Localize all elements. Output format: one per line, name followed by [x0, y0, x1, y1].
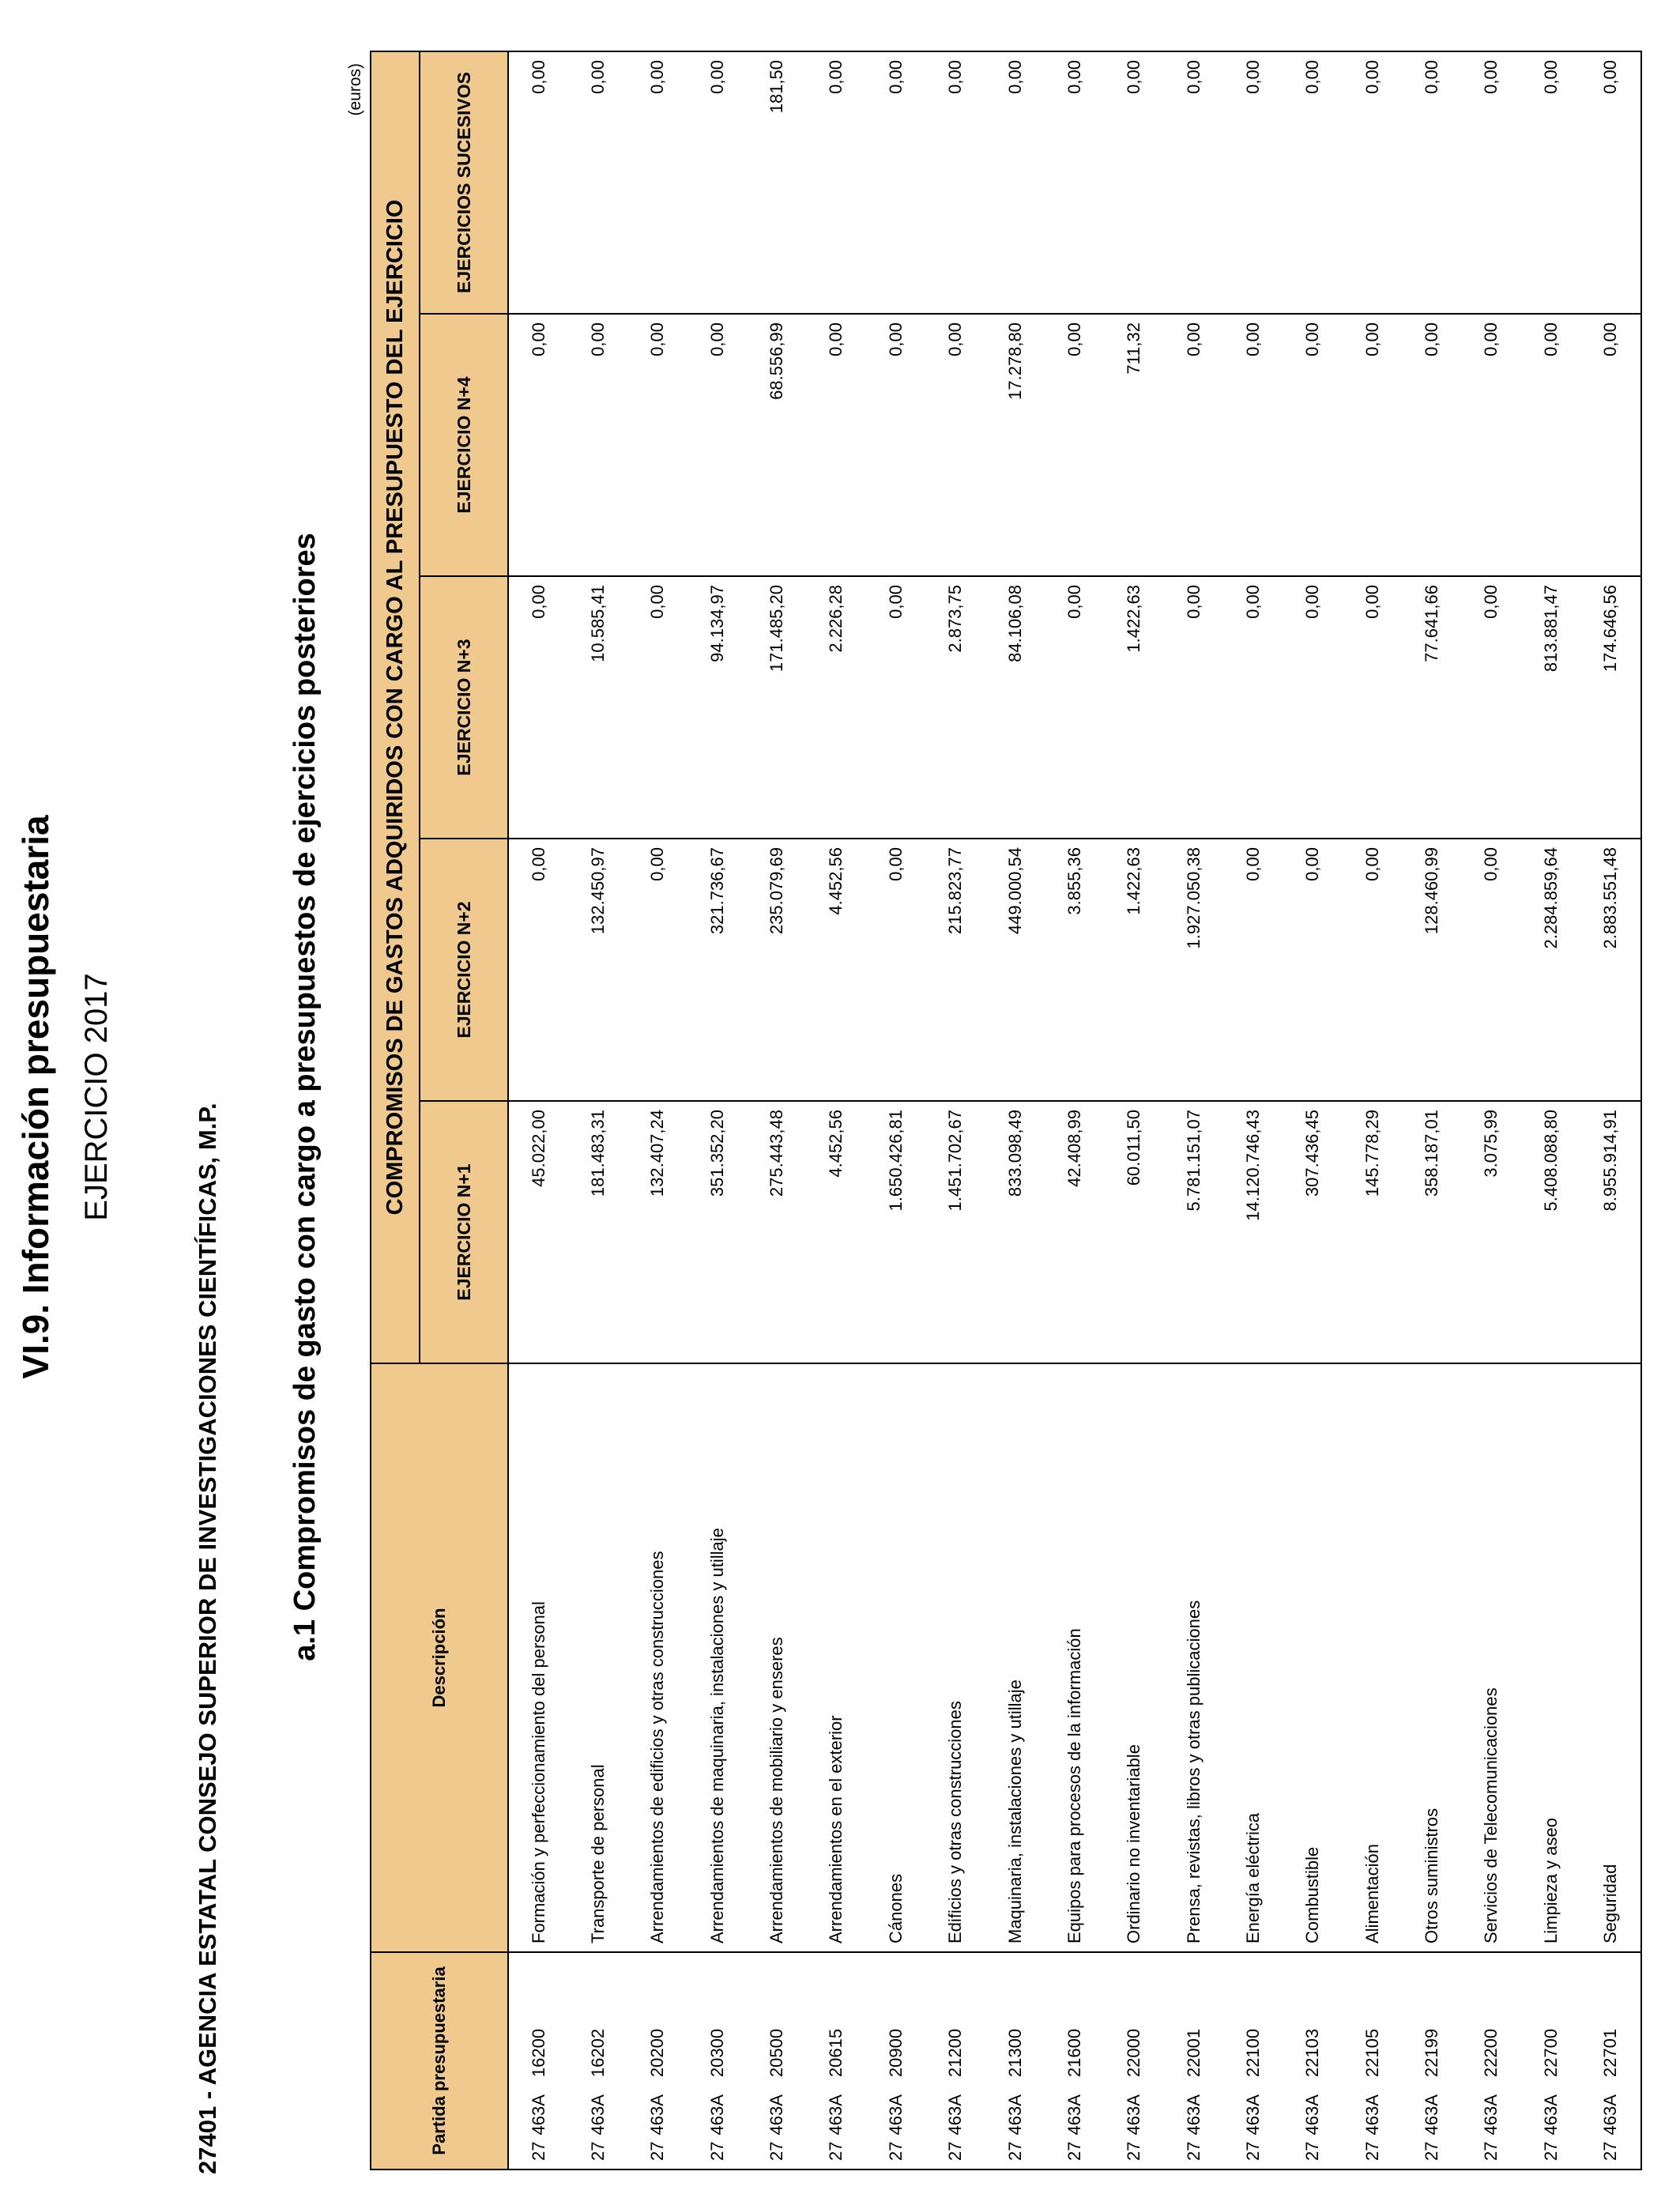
n2-cell: 3.855,36 [1045, 839, 1104, 1101]
seccion-code: 27 [1362, 2141, 1382, 2161]
n1-cell: 8.955.914,91 [1580, 1101, 1641, 1363]
n1-cell: 275.443,48 [747, 1101, 806, 1363]
n1-cell: 132.407,24 [628, 1101, 687, 1363]
n1-cell: 60.011,50 [1105, 1101, 1164, 1363]
n3-cell: 0,00 [1045, 576, 1104, 839]
concepto-code: 22701 [1600, 2028, 1621, 2078]
n2-cell: 235.079,69 [747, 839, 806, 1101]
partida-cell [687, 1952, 747, 2169]
sucesivos-cell: 0,00 [1343, 51, 1402, 314]
n4-cell: 17.278,80 [985, 314, 1045, 576]
programa-code: 463A [1302, 2094, 1323, 2136]
n1-cell: 45.022,00 [508, 1101, 568, 1363]
n3-cell: 2.873,75 [926, 576, 985, 839]
table-row [747, 51, 806, 2169]
n2-cell: 0,00 [1223, 839, 1283, 1101]
n2-cell: 0,00 [1462, 839, 1521, 1101]
seccion-code: 27 [1124, 2141, 1144, 2161]
n2-cell: 2.883.551,48 [1580, 839, 1641, 1101]
seccion-code: 27 [647, 2141, 668, 2161]
n2-cell: 1.927.050,38 [1164, 839, 1223, 1101]
n3-cell: 77.641,66 [1402, 576, 1461, 839]
col-header-n1: EJERCICIO N+1 [420, 1101, 508, 1363]
table-row [568, 51, 627, 2169]
table-row [1521, 51, 1580, 2169]
units-label: (euros) [346, 63, 364, 116]
n3-cell: 84.106,08 [985, 576, 1045, 839]
programa-code: 463A [767, 2094, 787, 2136]
seccion-code: 27 [945, 2141, 966, 2161]
concepto-code: 22199 [1422, 2028, 1442, 2078]
programa-code: 463A [885, 2094, 906, 2136]
col-header-n4: EJERCICIO N+4 [420, 314, 508, 576]
col-header-descripcion: Descripción [371, 1363, 508, 1952]
table-row [807, 51, 866, 2169]
table-row [1105, 51, 1164, 2169]
n1-cell: 1.451.702,67 [926, 1101, 985, 1363]
programa-code: 463A [826, 2094, 846, 2136]
section-heading: a.1 Compromisos de gasto con cargo a presupuestos de ejercicios posteriores [288, 533, 322, 1661]
n4-cell: 0,00 [866, 314, 925, 576]
programa-code: 463A [945, 2094, 966, 2136]
n2-cell: 132.450,97 [568, 839, 627, 1101]
n1-cell: 4.452,56 [807, 1101, 866, 1363]
n3-cell: 0,00 [1283, 576, 1343, 839]
n2-cell: 0,00 [508, 839, 568, 1101]
col-header-n3: EJERCICIO N+3 [420, 576, 508, 839]
descripcion-cell: Arrendamientos de maquinaria, instalaciones y utillaje [687, 1363, 747, 1952]
seccion-code: 27 [1422, 2141, 1442, 2161]
n2-cell: 0,00 [1283, 839, 1343, 1101]
descripcion-cell: Alimentación [1343, 1363, 1402, 1952]
table-row [866, 51, 925, 2169]
partida-cell [747, 1952, 806, 2169]
n4-cell: 0,00 [1402, 314, 1461, 576]
table-row [1283, 51, 1343, 2169]
sucesivos-cell: 0,00 [508, 51, 568, 314]
sucesivos-cell: 0,00 [568, 51, 627, 314]
table-row [687, 51, 747, 2169]
n4-cell: 0,00 [807, 314, 866, 576]
n3-cell: 94.134,97 [687, 576, 747, 839]
concepto-code: 21600 [1064, 2028, 1084, 2078]
table-row [1164, 51, 1223, 2169]
commitments-table [370, 52, 1642, 2170]
partida-cell [1343, 1952, 1402, 2169]
sucesivos-cell: 181,50 [747, 51, 806, 314]
concepto-code: 22200 [1481, 2028, 1501, 2078]
n4-cell: 0,00 [1223, 314, 1283, 576]
programa-code: 463A [647, 2094, 668, 2136]
concepto-code: 16200 [528, 2028, 548, 2078]
programa-code: 463A [1064, 2094, 1084, 2136]
n2-cell: 215.823,77 [926, 839, 985, 1101]
seccion-code: 27 [1004, 2141, 1025, 2161]
seccion-code: 27 [528, 2141, 548, 2161]
concepto-code: 22105 [1362, 2028, 1382, 2078]
concepto-code: 21200 [945, 2028, 966, 2078]
n1-cell: 145.778,29 [1343, 1101, 1402, 1363]
partida-cell [1521, 1952, 1580, 2169]
n1-cell: 5.781.151,07 [1164, 1101, 1223, 1363]
table-row [508, 51, 568, 2169]
n2-cell: 0,00 [628, 839, 687, 1101]
concepto-code: 20300 [706, 2028, 727, 2078]
seccion-code: 27 [826, 2141, 846, 2161]
n3-cell: 174.646,56 [1580, 576, 1641, 839]
group-header: COMPROMISOS DE GASTOS ADQUIRIDOS CON CARGO AL PRESUPUESTO DEL EJERCICIO [371, 51, 420, 1363]
n4-cell: 0,00 [926, 314, 985, 576]
exercise-subtitle: EJERCICIO 2017 [79, 973, 114, 1221]
n4-cell: 0,00 [1521, 314, 1580, 576]
programa-code: 463A [588, 2094, 608, 2136]
programa-code: 463A [706, 2094, 727, 2136]
n1-cell: 351.352,20 [687, 1101, 747, 1363]
programa-code: 463A [1422, 2094, 1442, 2136]
programa-code: 463A [1243, 2094, 1263, 2136]
seccion-code: 27 [706, 2141, 727, 2161]
descripcion-cell: Maquinaria, instalaciones y utillaje [985, 1363, 1045, 1952]
n1-cell: 307.436,45 [1283, 1101, 1343, 1363]
sucesivos-cell: 0,00 [1462, 51, 1521, 314]
table-body [508, 51, 1641, 2169]
n2-cell: 449.000,54 [985, 839, 1045, 1101]
n4-cell: 0,00 [1045, 314, 1104, 576]
sucesivos-cell: 0,00 [687, 51, 747, 314]
n1-cell: 14.120.746,43 [1223, 1101, 1283, 1363]
seccion-code: 27 [767, 2141, 787, 2161]
col-header-n2: EJERCICIO N+2 [420, 839, 508, 1101]
sucesivos-cell: 0,00 [1283, 51, 1343, 314]
n2-cell: 0,00 [1343, 839, 1402, 1101]
descripcion-cell: Transporte de personal [568, 1363, 627, 1952]
programa-code: 463A [1183, 2094, 1203, 2136]
organization-heading: 27401 - AGENCIA ESTATAL CONSEJO SUPERIOR DE INVESTIGACIONES CIENTÍFICAS, M.P. [194, 1103, 221, 2174]
n3-cell: 0,00 [866, 576, 925, 839]
descripcion-cell: Servicios de Telecomunicaciones [1462, 1363, 1521, 1952]
n4-cell: 711,32 [1105, 314, 1164, 576]
n4-cell: 0,00 [1580, 314, 1641, 576]
seccion-code: 27 [1064, 2141, 1084, 2161]
descripcion-cell: Edificios y otras construcciones [926, 1363, 985, 1952]
n1-cell: 5.408.088,80 [1521, 1101, 1580, 1363]
sucesivos-cell: 0,00 [1402, 51, 1461, 314]
concepto-code: 20500 [767, 2028, 787, 2078]
n1-cell: 833.098,49 [985, 1101, 1045, 1363]
descripcion-cell: Arrendamientos en el exterior [807, 1363, 866, 1952]
descripcion-cell: Formación y perfeccionamiento del personal [508, 1363, 568, 1952]
partida-cell [628, 1952, 687, 2169]
partida-cell [1223, 1952, 1283, 2169]
programa-code: 463A [1004, 2094, 1025, 2136]
n3-cell: 171.485,20 [747, 576, 806, 839]
seccion-code: 27 [1481, 2141, 1501, 2161]
descripcion-cell: Seguridad [1580, 1363, 1641, 1952]
sucesivos-cell: 0,00 [628, 51, 687, 314]
sucesivos-cell: 0,00 [985, 51, 1045, 314]
table-row [926, 51, 985, 2169]
sucesivos-cell: 0,00 [1521, 51, 1580, 314]
descripcion-cell: Arrendamientos de edificios y otras construcciones [628, 1363, 687, 1952]
programa-code: 463A [1481, 2094, 1501, 2136]
partida-cell [1462, 1952, 1521, 2169]
sucesivos-cell: 0,00 [1580, 51, 1641, 314]
n3-cell: 10.585,41 [568, 576, 627, 839]
n4-cell: 0,00 [1283, 314, 1343, 576]
partida-cell [1402, 1952, 1461, 2169]
n3-cell: 0,00 [508, 576, 568, 839]
programa-code: 463A [1124, 2094, 1144, 2136]
partida-cell [508, 1952, 568, 2169]
concepto-code: 22103 [1302, 2028, 1323, 2078]
sucesivos-cell: 0,00 [926, 51, 985, 314]
n4-cell: 0,00 [508, 314, 568, 576]
descripcion-cell: Combustible [1283, 1363, 1343, 1952]
n3-cell: 0,00 [628, 576, 687, 839]
seccion-code: 27 [1600, 2141, 1621, 2161]
sucesivos-cell: 0,00 [807, 51, 866, 314]
partida-cell [807, 1952, 866, 2169]
concepto-code: 22700 [1540, 2028, 1561, 2078]
table-row [1045, 51, 1104, 2169]
partida-cell [866, 1952, 925, 2169]
partida-cell [1105, 1952, 1164, 2169]
table-row [1223, 51, 1283, 2169]
programa-code: 463A [1600, 2094, 1621, 2136]
concepto-code: 22000 [1124, 2028, 1144, 2078]
n3-cell: 813.881,47 [1521, 576, 1580, 839]
partida-cell [1045, 1952, 1104, 2169]
n3-cell: 0,00 [1223, 576, 1283, 839]
partida-cell [1164, 1952, 1223, 2169]
table-row [628, 51, 687, 2169]
sucesivos-cell: 0,00 [1223, 51, 1283, 314]
seccion-code: 27 [1302, 2141, 1323, 2161]
concepto-code: 22001 [1183, 2028, 1203, 2078]
n1-cell: 1.650.426,81 [866, 1101, 925, 1363]
n2-cell: 4.452,56 [807, 839, 866, 1101]
n4-cell: 0,00 [1343, 314, 1402, 576]
concepto-code: 21300 [1004, 2028, 1025, 2078]
descripcion-cell: Arrendamientos de mobiliario y enseres [747, 1363, 806, 1952]
sucesivos-cell: 0,00 [866, 51, 925, 314]
n3-cell: 1.422,63 [1105, 576, 1164, 839]
partida-cell [1283, 1952, 1343, 2169]
table-row [1402, 51, 1461, 2169]
seccion-code: 27 [1540, 2141, 1561, 2161]
seccion-code: 27 [1183, 2141, 1203, 2161]
partida-cell [926, 1952, 985, 2169]
sucesivos-cell: 0,00 [1164, 51, 1223, 314]
table-row [1580, 51, 1641, 2169]
n2-cell: 1.422,63 [1105, 839, 1164, 1101]
n3-cell: 0,00 [1462, 576, 1521, 839]
descripcion-cell: Equipos para procesos de la información [1045, 1363, 1104, 1952]
n2-cell: 321.736,67 [687, 839, 747, 1101]
n2-cell: 128.460,99 [1402, 839, 1461, 1101]
concepto-code: 16202 [588, 2028, 608, 2078]
n1-cell: 3.075,99 [1462, 1101, 1521, 1363]
n3-cell: 0,00 [1343, 576, 1402, 839]
n4-cell: 0,00 [687, 314, 747, 576]
n4-cell: 0,00 [1462, 314, 1521, 576]
n4-cell: 0,00 [628, 314, 687, 576]
n1-cell: 181.483,31 [568, 1101, 627, 1363]
programa-code: 463A [1540, 2094, 1561, 2136]
descripcion-cell: Cánones [866, 1363, 925, 1952]
page-title: VI.9. Información presupuestaria [15, 815, 56, 1379]
partida-cell [985, 1952, 1045, 2169]
descripcion-cell: Limpieza y aseo [1521, 1363, 1580, 1952]
n2-cell: 0,00 [866, 839, 925, 1101]
descripcion-cell: Otros suministros [1402, 1363, 1461, 1952]
descripcion-cell: Prensa, revistas, libros y otras publicaciones [1164, 1363, 1223, 1952]
table-row [1343, 51, 1402, 2169]
sucesivos-cell: 0,00 [1105, 51, 1164, 314]
descripcion-cell: Ordinario no inventariable [1105, 1363, 1164, 1952]
n3-cell: 2.226,28 [807, 576, 866, 839]
col-header-sucesivos: EJERCICIOS SUCESIVOS [420, 51, 508, 314]
n2-cell: 2.284.859,64 [1521, 839, 1580, 1101]
col-header-partida: Partida presupuestaria [371, 1952, 508, 2169]
n1-cell: 42.408,99 [1045, 1101, 1104, 1363]
programa-code: 463A [528, 2094, 548, 2136]
descripcion-cell: Energía eléctrica [1223, 1363, 1283, 1952]
n4-cell: 0,00 [568, 314, 627, 576]
programa-code: 463A [1362, 2094, 1382, 2136]
seccion-code: 27 [885, 2141, 906, 2161]
concepto-code: 22100 [1243, 2028, 1263, 2078]
n4-cell: 0,00 [1164, 314, 1223, 576]
concepto-code: 20615 [826, 2028, 846, 2078]
sucesivos-cell: 0,00 [1045, 51, 1104, 314]
table-row [985, 51, 1045, 2169]
concepto-code: 20200 [647, 2028, 668, 2078]
seccion-code: 27 [1243, 2141, 1263, 2161]
partida-cell [568, 1952, 627, 2169]
table-row [1462, 51, 1521, 2169]
partida-cell [1580, 1952, 1641, 2169]
seccion-code: 27 [588, 2141, 608, 2161]
concepto-code: 20900 [885, 2028, 906, 2078]
n4-cell: 68.556,99 [747, 314, 806, 576]
n1-cell: 358.187,01 [1402, 1101, 1461, 1363]
n3-cell: 0,00 [1164, 576, 1223, 839]
